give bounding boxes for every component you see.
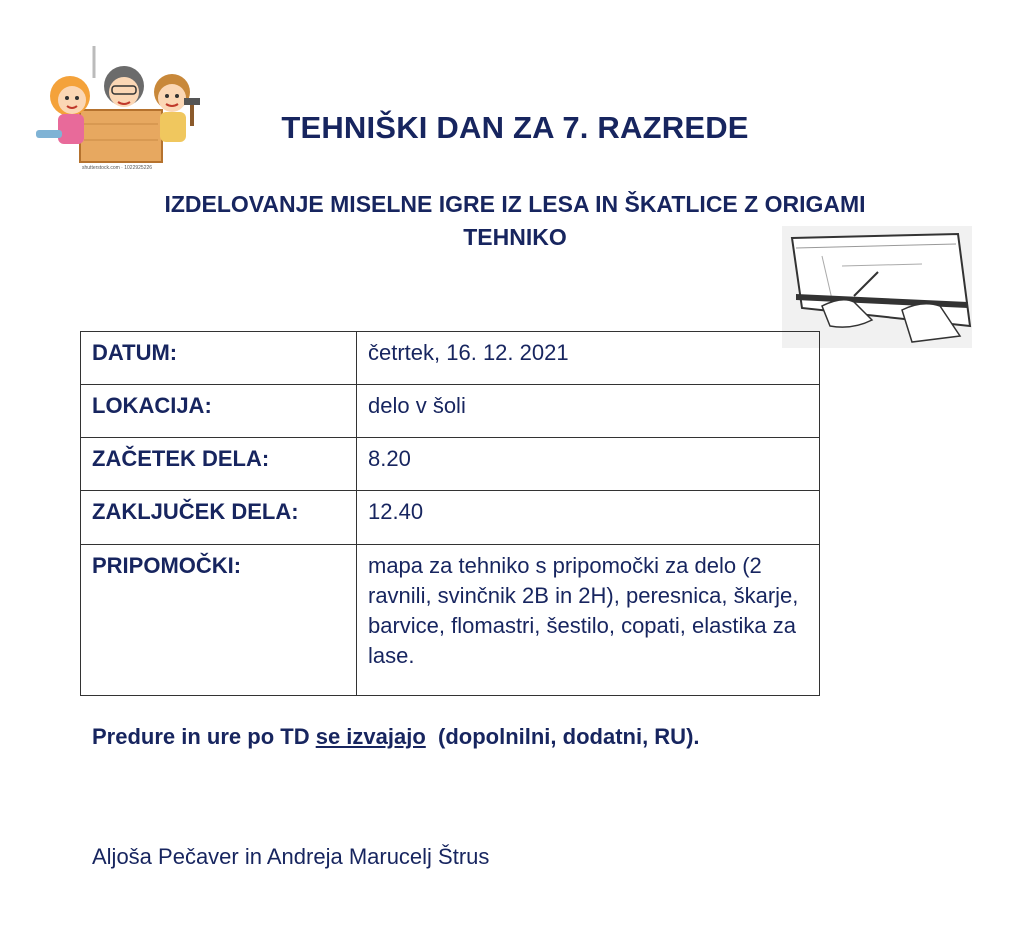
row-label-pripomocki: PRIPOMOČKI: xyxy=(81,545,357,696)
page-title: TEHNIŠKI DAN ZA 7. RAZREDE xyxy=(281,110,749,145)
row-value-zacetek: 8.20 xyxy=(357,438,820,491)
table-row xyxy=(81,545,820,696)
table-row xyxy=(81,438,820,491)
info-table xyxy=(80,331,820,696)
table-row xyxy=(81,491,820,545)
kids-with-tools-illustration xyxy=(32,44,212,174)
page-subtitle: IZDELOVANJE MISELNE IGRE IZ LESA IN ŠKATLICE Z ORIGAMI TEHNIKO xyxy=(164,191,866,250)
stock-caption: shutterstock.com · 1022925226 xyxy=(82,165,153,171)
row-label-zacetek: ZAČETEK DELA: xyxy=(81,438,357,491)
row-value-lokacija: delo v šoli xyxy=(357,385,820,438)
authors: Aljoša Pečaver in Andreja Marucelj Štrus xyxy=(92,844,490,869)
note-text-underlined: se izvajajo xyxy=(315,724,426,749)
table-row xyxy=(81,332,820,385)
row-value-zakljucek: 12.40 xyxy=(357,491,820,545)
row-label-zakljucek: ZAKLJUČEK DELA: xyxy=(81,491,357,545)
schedule-note xyxy=(92,724,700,750)
row-value-datum: četrtek, 16. 12. 2021 xyxy=(357,332,820,385)
drafting-hands-illustration xyxy=(782,226,972,348)
row-label-lokacija: LOKACIJA: xyxy=(81,385,357,438)
note-text-after: (dopolnilni, dodatni, RU). xyxy=(425,724,700,749)
row-value-pripomocki: mapa za tehniko s pripomočki za delo (2 ravnili, svinčnik 2B in 2H), peresnica, škarje, barvice, flomastri, šestilo, copati, elastika za lase. xyxy=(357,545,820,696)
row-label-datum: DATUM: xyxy=(81,332,357,385)
table-row xyxy=(81,385,820,438)
note-text-before: Predure in ure po TD xyxy=(92,724,316,749)
